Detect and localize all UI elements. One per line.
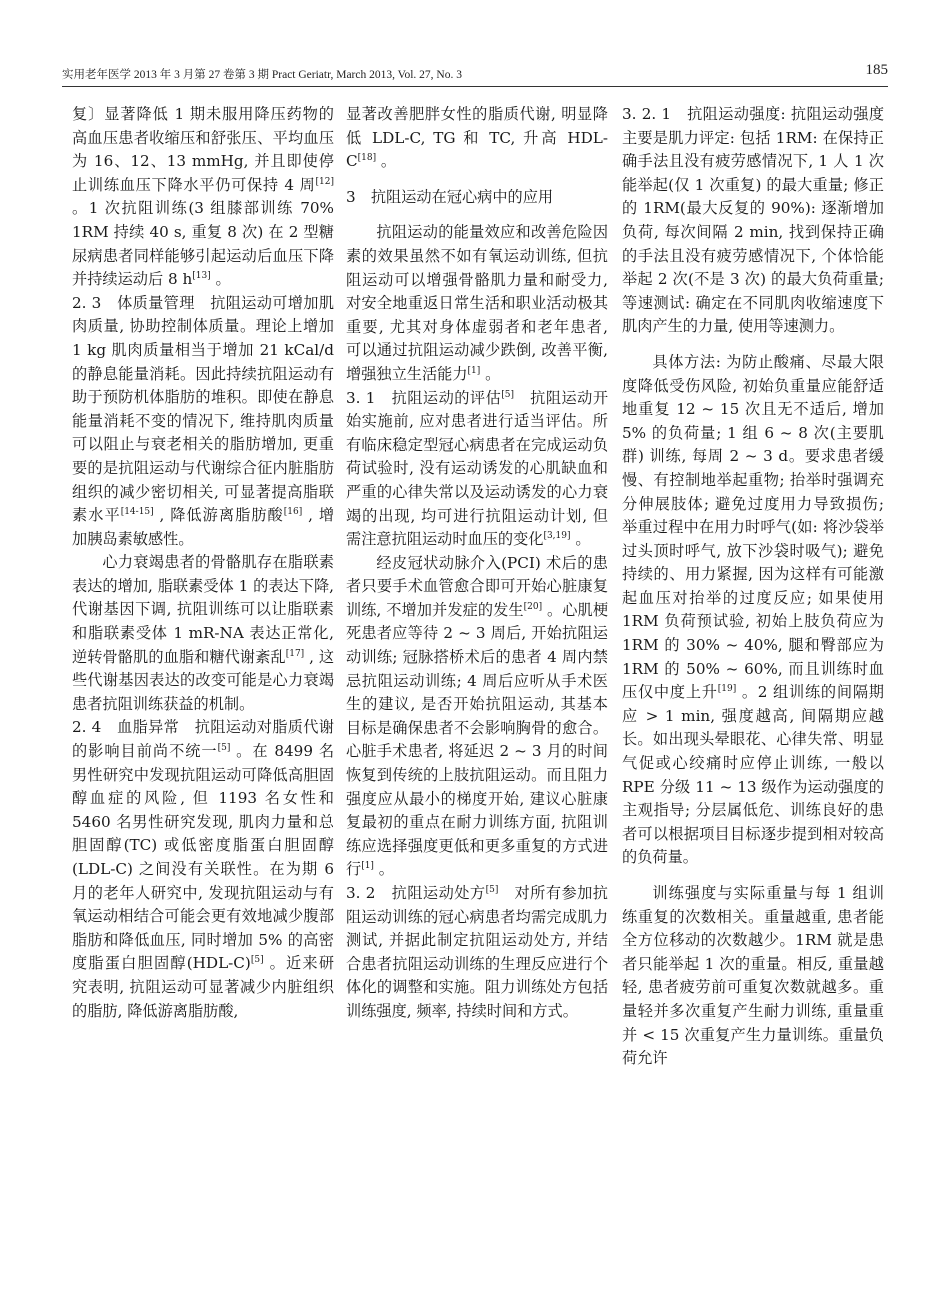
citation: [17] — [285, 648, 305, 659]
citation: [13] — [192, 271, 211, 282]
header-rule — [62, 86, 888, 87]
paragraph: 具体方法: 为防止酸痛、尽最大限度降低受伤风险, 初始负重量应能舒适地重复 12 ~ 15 次且无不适后, 增加 5% 的负荷量; 1 组 6 ~ 8 次(主要肌群) 训练, 每周 2 ~ 3 d。要求患者缓慢、有控制地举起重物; 抬举时强调充分伸展肢体; 避免过度用力导致损伤; 举重过程中在用力时呼气(如: 将沙袋举过头顶时呼气, 放下沙袋时吸气); 避免持续的、用力紧握, 因为这样有可能激起血压对抬举的过度反应; 如果使用 1RM 负荷预试验, 初始上肢负荷应为 1RM 的 30% ~ 40%, 腿和臀部应为 1RM 的 50% ~ 60%, 而且训练时血压仅中度上升[19] 。2 组训练的间隔期应 > 1 min, 强度越高, 间隔期应越长。如出现头晕眼花、心律失常、明显气促或心绞痛时应停止训练, 一般以 RPE 分级 11 ~ 13 级作为运动强度的主观指导; 分层属低危、训练良好的患者可以根据项目目标逐步提到相对较高的负荷量。 — [622, 352, 884, 867]
paragraph: 心力衰竭患者的骨骼肌存在脂联素表达的增加, 脂联素受体 1 的表达下降, 代谢基因下调, 抗阻训练可以让脂联素和脂联素受体 1 mR-NA 表达正常化, 逆转骨骼肌的血脂和糖代谢紊乱[17] , 这些代谢基因表达的改变可能是心力衰竭患者抗阻训练获益的机制。 — [72, 553, 335, 713]
page-number: 185 — [865, 62, 888, 78]
citation: [12] — [315, 176, 334, 187]
citation: [14-15] — [120, 507, 154, 518]
paragraph: 2. 3 体质量管理 抗阻运动可增加肌肉质量, 协助控制体质量。理论上增加 1 kg 肌肉质量相当于增加 21 kCal/d 的静息能量消耗。因此持续抗阻运动有助于预防机体脂肪的堆积。即使在静息能量消耗不变的情况下, 维持肌肉质量可以阻止与衰老相关的脂肪增加, 更重要的是抗阻运动与代谢综合征内脏脂肪组织的减少密切相关, 可显著提高脂联素水平[14-15] , 降低游离脂肪酸[16] , 增加胰岛素敏感性。 — [72, 293, 335, 548]
citation: [20] — [523, 601, 543, 612]
subsection-heading: 2. 3 体质量管理 — [72, 293, 211, 312]
text-column-3 — [622, 103, 884, 1071]
citation: [3,19] — [543, 531, 571, 542]
subsection-heading: 3. 1 抗阻运动的评估 — [346, 388, 502, 407]
citation: [5] — [485, 885, 499, 895]
citation: [5] — [217, 743, 231, 754]
paragraph: 2. 4 血脂异常 抗阻运动对脂质代谢的影响目前尚不统一[5] 。在 8499 名男性研究中发现抗阻运动可降低高胆固醇血症的风险, 但 1193 名女性和 5460 名男性研究发现, 肌肉力量和总胆固醇(TC) 或低密度脂蛋白胆固醇(LDL-C) 之间没有关联性。在为期 6 月的老年人研究中, 发现抗阻运动与有氧运动相结合可能会更有效地减少腹部脂肪和降低血压, 同时增加 5% 的高密度脂蛋白胆固醇(HDL-C)[5] 。近来研究表明, 抗阻运动可显著减少内脏组织的脂肪, 降低游离脂肪酸, — [72, 718, 335, 1020]
paragraph: 训练强度与实际重量与每 1 组训练重复的次数相关。重量越重, 患者能全方位移动的次数越少。1RM 就是患者只能举起 1 次的重量。相反, 重量越轻, 患者疲劳前可重复次数就越多。重量轻并多次重复产生耐力训练, 重量重并 < 15 次重复产生力量训练。重量负荷允许 — [622, 884, 884, 1068]
subsection-heading: 3. 2. 1 抗阻运动强度: — [622, 105, 791, 123]
text-column-2 — [346, 103, 608, 1024]
citation: [1] — [467, 365, 481, 376]
paragraph: 显著改善肥胖女性的脂质代谢, 明显降低 LDL-C, TG 和 TC, 升高 HDL-C[18] 。 — [346, 105, 608, 171]
citation: [16] — [283, 507, 303, 518]
text-column-1 — [72, 103, 334, 1023]
paragraph: 复〕显著降低 1 期未服用降压药物的高血压患者收缩压和舒张压、平均血压为 16、12、13 mmHg, 并且即使停止训练血压下降水平仍可保持 4 周[12] 。1 次抗阻训练(3 组膝部训练 70% 1RM 持续 40 s, 重复 8 次) 在 2 型糖尿病患者同样能够引起运动后血压下降并持续运动后 8 h[13] 。 — [72, 105, 334, 289]
paragraph: 抗阻运动的能量效应和改善危险因素的效果虽然不如有氧运动训练, 但抗阻运动可以增强骨骼肌力量和耐受力, 对安全地重返日常生活和职业活动极其重要, 尤其对身体虚弱者和老年患者, 可以通过抗阻运动减少跌倒, 改善平衡, 增强独立生活能力[1] 。 — [346, 223, 608, 383]
running-header — [62, 62, 888, 84]
citation: [5] — [501, 389, 515, 400]
paragraph: 3. 2. 1 抗阻运动强度: 抗阻运动强度主要是肌力评定: 包括 1RM: 在保持正确手法且没有疲劳感情况下, 1 人 1 次能举起(仅 1 次重复) 的最大重量; 修正的 1RM(最大反复的 90%): 逐渐增加负荷, 每次间隔 2 min, 找到保持正确的手法且没有疲劳感情况下, 个体恰能举起 2 次(不是 3 次) 的最大负荷重量; 等速测试: 确定在不同肌肉收缩速度下肌肉产生的力量, 使用等速测力。 — [622, 105, 885, 336]
subsection-heading: 3. 2 抗阻运动处方 — [346, 884, 486, 902]
section-title: 3 抗阻运动在冠心病中的应用 — [346, 187, 554, 206]
citation: [19] — [717, 684, 737, 695]
citation: [5] — [250, 955, 264, 966]
citation: [1] — [361, 861, 374, 872]
subsection-heading: 2. 4 血脂异常 — [72, 718, 195, 737]
paragraph: 3. 2 抗阻运动处方[5] 对所有参加抗阻运动训练的冠心病患者均需完成肌力测试, 并据此制定抗阻运动处方, 并结合患者抗阻运动训练的生理反应进行个体化的调整和实施。阻力训练处方包括训练强度, 频率, 持续时间和方式。 — [346, 884, 608, 1020]
paragraph: 经皮冠状动脉介入(PCI) 术后的患者只要手术血管愈合即可开始心脏康复训练, 不增加并发症的发生[20] 。心肌梗死患者应等待 2 ~ 3 周后, 开始抗阻运动训练; 冠脉搭桥术后的患者 4 周内禁忌抗阻运动训练; 4 周后应听从手术医生的建议, 是否开始抗阻运动, 其基本目标是确保患者不会影响胸骨的愈合。心脏手术患者, 将延迟 2 ~ 3 月的时间恢复到传统的上肢抗阻运动。而且阻力强度应从最小的梯度开始, 建议心脏康复最初的重点在耐力训练方面, 抗阻训练应选择强度更低和更多重复的方式进行[1] 。 — [346, 553, 609, 879]
citation: [18] — [357, 153, 377, 164]
paragraph: 3. 1 抗阻运动的评估[5] 抗阻运动开始实施前, 应对患者进行适当评估。所有临床稳定型冠心病患者在完成运动负荷试验时, 没有运动诱发的心肌缺血和严重的心律失常以及运动诱发的心力衰竭的出现, 均可进行抗阻运动计划, 但需注意抗阻运动时血压的变化[3,19] 。 — [346, 388, 609, 549]
journal-running-title: 实用老年医学 2013 年 3 月第 27 卷第 3 期 Pract Geriatr, March 2013, Vol. 27, No. 3 — [62, 69, 462, 81]
